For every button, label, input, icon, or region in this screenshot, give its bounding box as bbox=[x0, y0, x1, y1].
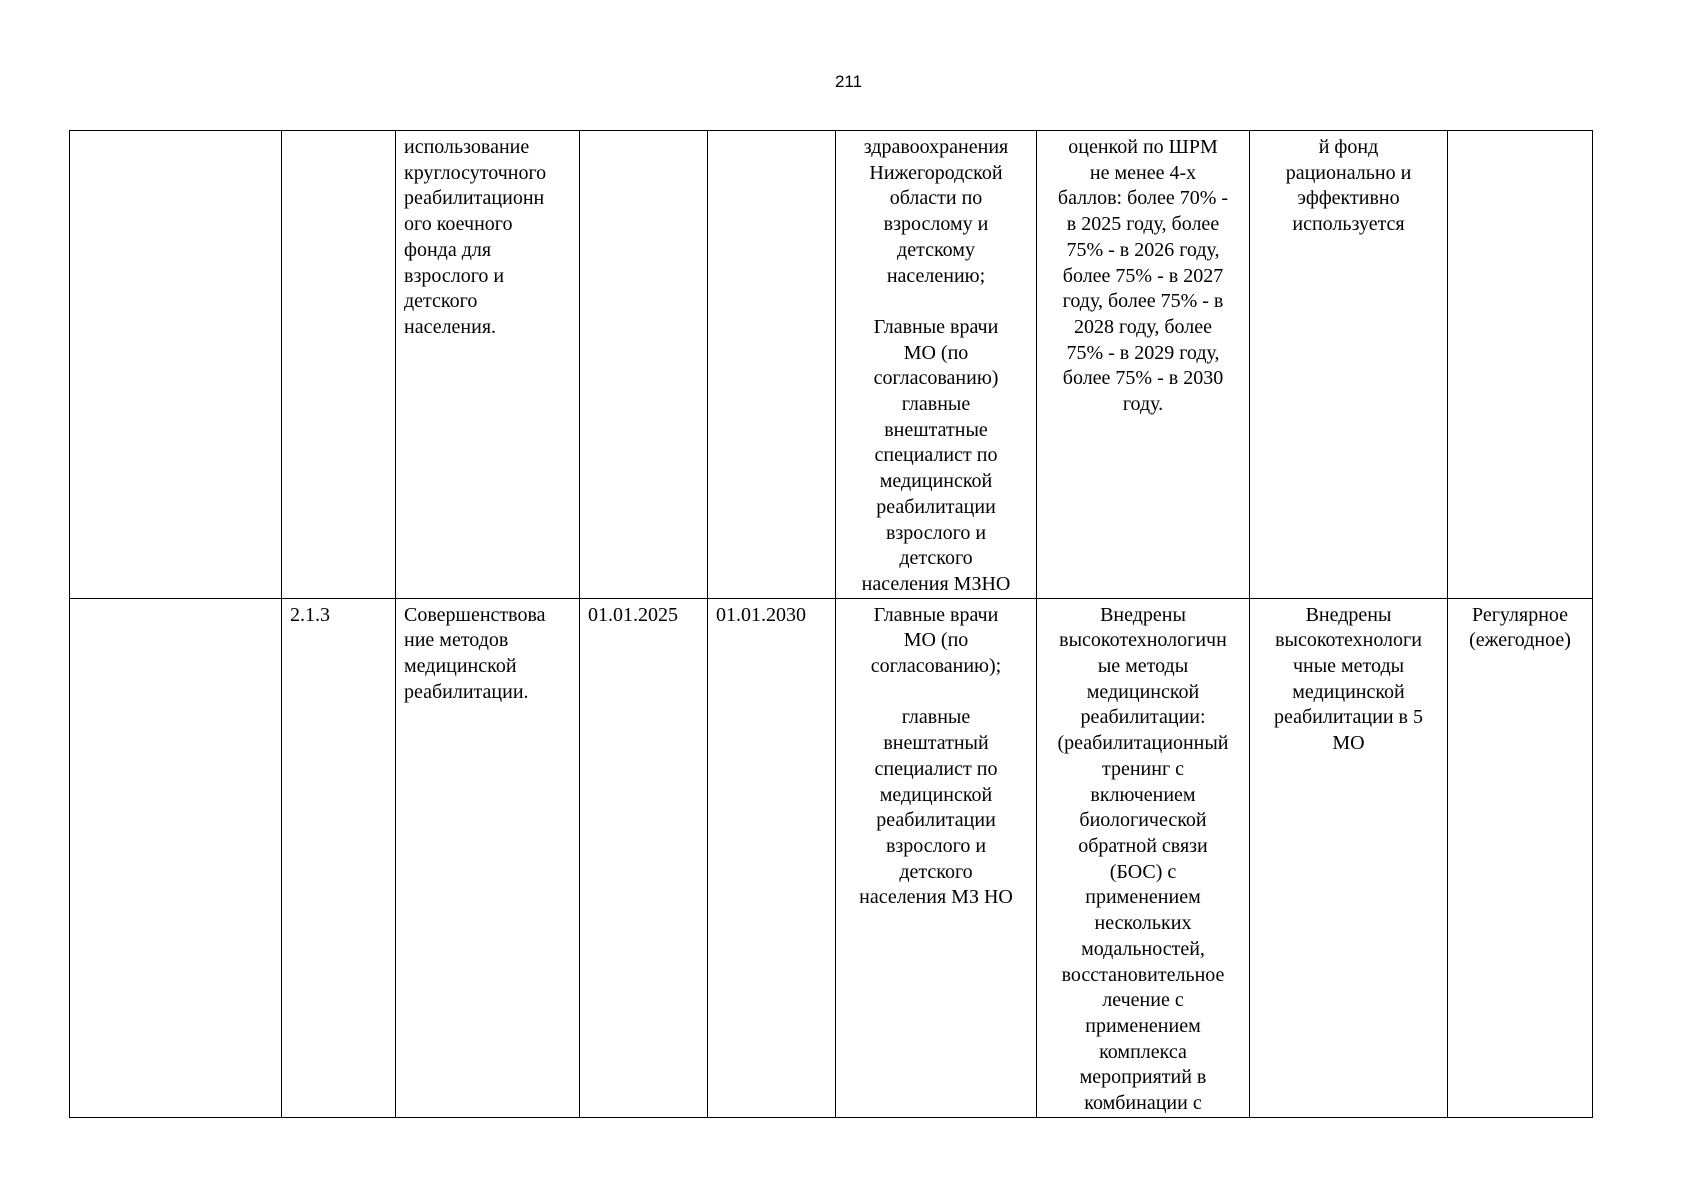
table-cell-start-date: 01.01.2025 bbox=[580, 598, 708, 1117]
plan-table bbox=[69, 130, 1593, 1118]
table-cell-responsible: здравоохранения Нижегородской области по взрослому и детскому населению; Главные врачи МО (по согласованию) главные внештатные специалист по медицинской реабилитации взрослого и детского населения МЗНО bbox=[836, 131, 1037, 599]
table-cell bbox=[70, 131, 282, 599]
table-cell-indicator: Внедрены высокотехнологичн ые методы медицинской реабилитации: (реабилитационный тренинг с включением биологической обратной связи (БОС) с применением нескольких модальностей, восстановительное лечение с применением комплекса мероприятий в комбинации с bbox=[1037, 598, 1250, 1117]
table-cell-indicator: оценкой по ШРМ не менее 4-х баллов: более 70% - в 2025 году, более 75% - в 2026 году, более 75% - в 2027 году, более 75% - в 2028 году, более 75% - в 2029 году, более 75% - в 2030 году. bbox=[1037, 131, 1250, 599]
table-cell bbox=[70, 598, 282, 1117]
table-cell-responsible: Главные врачи МО (по согласованию); главные внештатный специалист по медицинской реабилитации взрослого и детского населения МЗ НО bbox=[836, 598, 1037, 1117]
table-cell-start-date bbox=[580, 131, 708, 599]
table-cell-result: й фонд рационально и эффективно используется bbox=[1250, 131, 1448, 599]
table-cell bbox=[282, 131, 396, 599]
table-cell-activity: использование круглосуточного реабилитационн ого коечного фонда для взрослого и детского населения. bbox=[396, 131, 580, 599]
table-cell-frequency: Регулярное (ежегодное) bbox=[1448, 598, 1593, 1117]
table-cell-end-date bbox=[708, 131, 836, 599]
page-number: 211 bbox=[834, 72, 863, 91]
table-cell-frequency bbox=[1448, 131, 1593, 599]
table-cell-result: Внедрены высокотехнологи чные методы медицинской реабилитации в 5 МО bbox=[1250, 598, 1448, 1117]
table-row bbox=[70, 131, 1593, 599]
table-cell-activity: Совершенствова ние методов медицинской реабилитации. bbox=[396, 598, 580, 1117]
table-cell-end-date: 01.01.2030 bbox=[708, 598, 836, 1117]
table-cell-number: 2.1.3 bbox=[282, 598, 396, 1117]
table-row bbox=[70, 598, 1593, 1117]
